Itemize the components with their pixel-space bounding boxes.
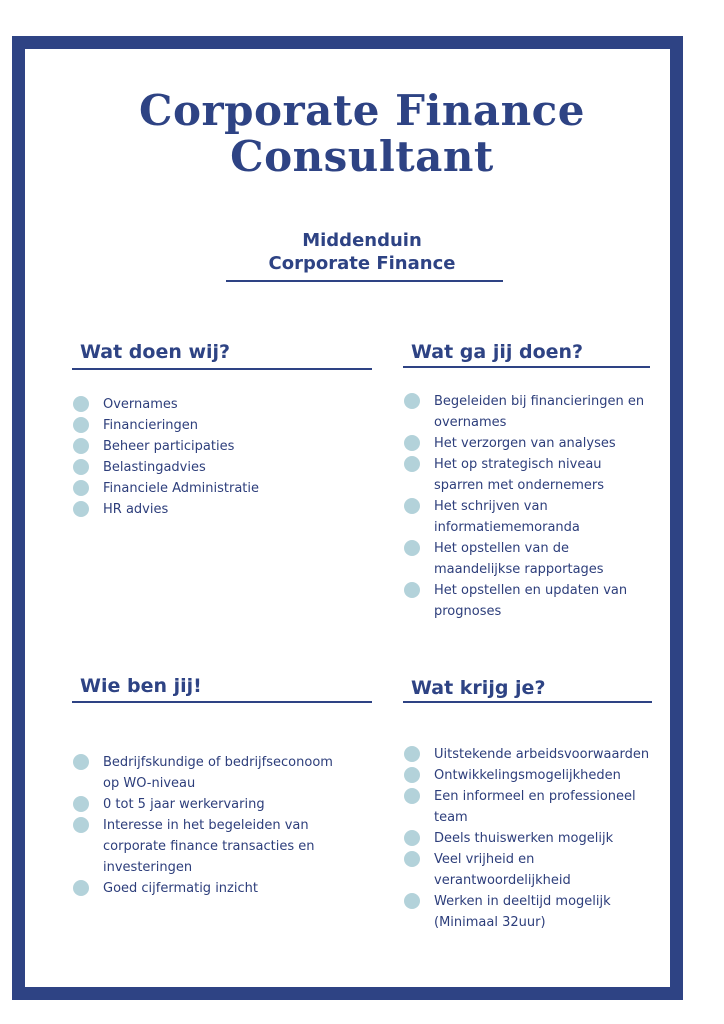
list-item-text: Veel vrijheid en verantwoordelijkheid xyxy=(434,852,571,888)
bullet-dot xyxy=(404,851,420,867)
bullet-dot xyxy=(404,498,420,514)
list-item xyxy=(404,765,662,786)
list-item-text: 0 tot 5 jaar werkervaring xyxy=(103,797,265,812)
list-item xyxy=(73,794,333,815)
list-item xyxy=(404,496,654,538)
bullet-dot xyxy=(73,880,89,896)
bullet-dot xyxy=(73,754,89,770)
bullet-dot xyxy=(404,435,420,451)
bullet-dot xyxy=(404,582,420,598)
bullet-dot xyxy=(73,417,89,433)
bullet-dot xyxy=(404,788,420,804)
list-item xyxy=(73,499,363,520)
list-item xyxy=(404,433,654,454)
list-item-text: Financiele Administratie xyxy=(103,481,260,496)
list-wat-doen-wij xyxy=(73,394,363,520)
list-item-text: Goed cijfermatig inzicht xyxy=(103,881,258,896)
divider-wat-doen-wij xyxy=(72,368,372,370)
list-item-text: Interesse in het begeleiden van corporate finance transacties en investeringen xyxy=(103,818,315,875)
bullet-dot xyxy=(73,817,89,833)
heading-wie-ben-jij: Wie ben jij! xyxy=(80,675,202,697)
list-item-text: Beheer participaties xyxy=(103,439,235,454)
list-item-text: Het opstellen en updaten van prognoses xyxy=(434,583,628,619)
title-line-2: Consultant xyxy=(230,132,494,181)
list-item-text: Deels thuiswerken mogelijk xyxy=(434,831,614,846)
bullet-dot xyxy=(73,459,89,475)
company-name xyxy=(0,229,724,275)
divider-wie-ben-jij xyxy=(72,701,372,703)
company-divider xyxy=(226,280,503,282)
list-item xyxy=(404,891,662,933)
list-item-text: Uitstekende arbeidsvoorwaarden xyxy=(434,747,650,762)
list-item-text: Het opstellen van de maandelijkse rapportages xyxy=(434,541,604,577)
list-item-text: Begeleiden bij financieringen en overnames xyxy=(434,394,645,430)
company-line-1: Middenduin xyxy=(302,230,422,251)
list-item-text: Financieringen xyxy=(103,418,199,433)
heading-wat-doen-wij: Wat doen wij? xyxy=(80,341,231,363)
list-item xyxy=(404,786,662,828)
bullet-dot xyxy=(404,393,420,409)
list-item-text: Het verzorgen van analyses xyxy=(434,436,616,451)
list-item xyxy=(404,828,662,849)
heading-wat-ga-jij-doen: Wat ga jij doen? xyxy=(411,341,584,363)
list-wat-ga-jij-doen xyxy=(404,391,654,622)
list-item-text: Belastingadvies xyxy=(103,460,206,475)
bullet-dot xyxy=(404,456,420,472)
list-item-text: Overnames xyxy=(103,397,178,412)
bullet-dot xyxy=(73,438,89,454)
list-item-text: Een informeel en professioneel team xyxy=(434,789,636,825)
list-item-text: HR advies xyxy=(103,502,169,517)
bullet-dot xyxy=(73,480,89,496)
list-item xyxy=(404,580,654,622)
list-item-text: Bedrijfskundige of bedrijfseconoom op WO-niveau xyxy=(103,755,333,791)
list-item xyxy=(73,815,333,878)
list-item xyxy=(73,394,363,415)
heading-wat-krijg-je: Wat krijg je? xyxy=(411,677,546,699)
list-item-text: Het schrijven van informatiememoranda xyxy=(434,499,580,535)
list-item xyxy=(404,538,654,580)
list-item xyxy=(73,457,363,478)
bullet-dot xyxy=(404,767,420,783)
list-item xyxy=(73,752,333,794)
list-item xyxy=(73,415,363,436)
list-item xyxy=(404,454,654,496)
list-item xyxy=(73,478,363,499)
list-wie-ben-jij xyxy=(73,752,333,899)
list-item-text: Werken in deeltijd mogelijk (Minimaal 32uur) xyxy=(434,894,611,930)
bullet-dot xyxy=(404,540,420,556)
list-item xyxy=(73,878,333,899)
list-wat-krijg-je xyxy=(404,744,662,933)
list-item xyxy=(404,744,662,765)
list-item-text: Het op strategisch niveau sparren met ondernemers xyxy=(434,457,605,493)
bullet-dot xyxy=(73,796,89,812)
list-item xyxy=(404,391,654,433)
list-item xyxy=(73,436,363,457)
page-title xyxy=(0,88,724,180)
list-item-text: Ontwikkelingsmogelijkheden xyxy=(434,768,621,783)
title-line-1: Corporate Finance xyxy=(139,86,585,135)
bullet-dot xyxy=(404,893,420,909)
list-item xyxy=(404,849,662,891)
bullet-dot xyxy=(73,501,89,517)
divider-wat-krijg-je xyxy=(403,701,652,703)
bullet-dot xyxy=(73,396,89,412)
company-line-2: Corporate Finance xyxy=(268,253,456,274)
bullet-dot xyxy=(404,830,420,846)
bullet-dot xyxy=(404,746,420,762)
divider-wat-ga-jij-doen xyxy=(403,366,650,368)
